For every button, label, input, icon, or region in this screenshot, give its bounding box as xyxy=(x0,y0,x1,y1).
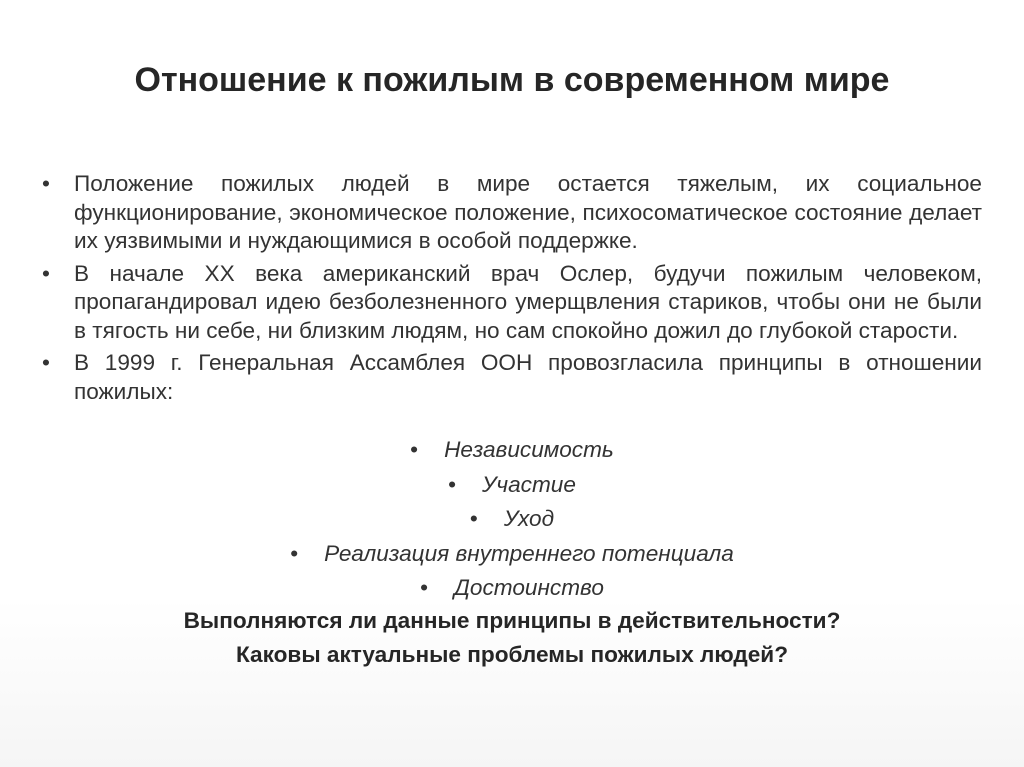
bullet-item xyxy=(36,260,982,346)
bullet-text: Положение пожилых людей в мире остается тяжелым, их социальное функционирование, экономическое положение, психосоматическое состояние делает их уязвимыми и нуждающимися в особой поддержке. xyxy=(74,171,982,253)
bullet-icon: • xyxy=(469,506,478,531)
principle-item xyxy=(0,468,1024,503)
question-text: Выполняются ли данные принципы в действительности? xyxy=(183,608,841,633)
principle-item xyxy=(0,571,1024,606)
principles-list xyxy=(0,433,1024,606)
bullet-icon: • xyxy=(448,471,456,497)
principle-item xyxy=(0,433,1024,468)
bullet-icon: • xyxy=(410,437,419,462)
bullet-icon: • xyxy=(42,260,50,286)
bullet-icon: • xyxy=(42,171,50,196)
principle-text: Уход xyxy=(503,506,555,531)
bullet-list xyxy=(36,170,982,410)
principle-item xyxy=(0,502,1024,537)
principle-text: Достоинство xyxy=(454,575,604,600)
principle-text: Реализация внутреннего потенциала xyxy=(324,540,734,566)
bullet-text: В 1999 г. Генеральная Ассамблея ООН провозгласила принципы в отношении пожилых: xyxy=(74,350,982,404)
bullet-icon: • xyxy=(420,575,429,600)
principle-item xyxy=(0,537,1024,572)
bullet-item xyxy=(36,170,982,256)
bullet-icon: • xyxy=(290,540,299,566)
bullet-item xyxy=(36,349,982,406)
bullet-icon: • xyxy=(42,350,50,375)
bullet-text: В начале XX века американский врач Ослер, будучи пожилым человеком, пропагандировал идею безболезненного умерщвления стариков, чтобы они не были в тягость ни себе, ни близким людям, но сам спокойно дожил до глубокой старости. xyxy=(74,260,982,343)
principle-text: Независимость xyxy=(444,437,614,462)
question-text: Каковы актуальные проблемы пожилых людей? xyxy=(235,641,788,667)
questions-block xyxy=(0,604,1024,671)
slide-title: Отношение к пожилым в современном мире xyxy=(134,61,890,99)
principle-text: Участие xyxy=(481,471,576,497)
